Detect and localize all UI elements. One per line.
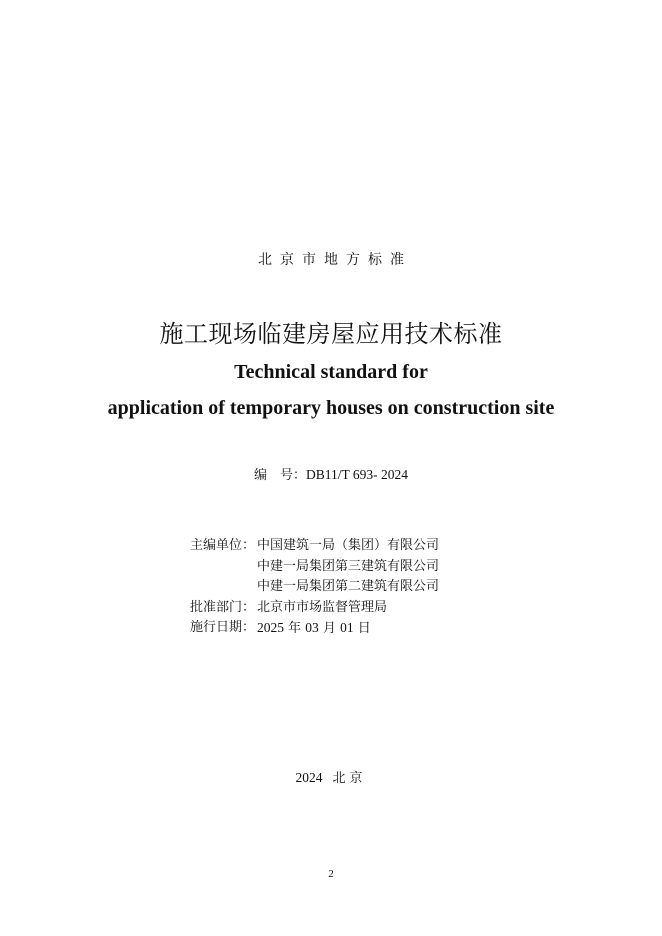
effective-date-value: 2025 年 03 月 01 日 <box>257 620 371 636</box>
standard-code-value: DB11/T 693- 2024 <box>306 467 409 482</box>
publication-footer <box>0 769 662 788</box>
editor-1: 中国建筑一局（集团）有限公司 <box>257 538 440 553</box>
publication-year: 2024 <box>295 770 323 785</box>
title-english-line1: Technical standard for <box>234 361 428 383</box>
approver-label: 批准部门： <box>190 599 256 615</box>
editor-row <box>190 557 439 578</box>
effective-date-label: 施行日期： <box>190 620 256 635</box>
editor-3: 中建一局集团第二建筑有限公司 <box>257 579 440 594</box>
editor-row <box>190 536 439 557</box>
title-english-line2: application of temporary houses on construction site <box>107 397 555 419</box>
standard-code <box>0 466 662 485</box>
standard-category: 北京市地方标准 <box>258 252 412 268</box>
approver-row <box>190 598 439 619</box>
publication-city: 北京 <box>332 771 367 786</box>
effective-date-row <box>190 618 439 640</box>
page-number: 2 <box>328 868 334 880</box>
editor-row <box>190 577 439 598</box>
editor-label: 主编单位： <box>190 538 256 553</box>
approver-value: 北京市市场监督管理局 <box>257 599 388 615</box>
standard-info-block <box>190 536 439 640</box>
standard-code-label: 编 号： <box>253 468 306 483</box>
title-chinese: 施工现场临建房屋应用技术标准 <box>159 320 503 348</box>
editor-2: 中建一局集团第三建筑有限公司 <box>257 558 440 574</box>
